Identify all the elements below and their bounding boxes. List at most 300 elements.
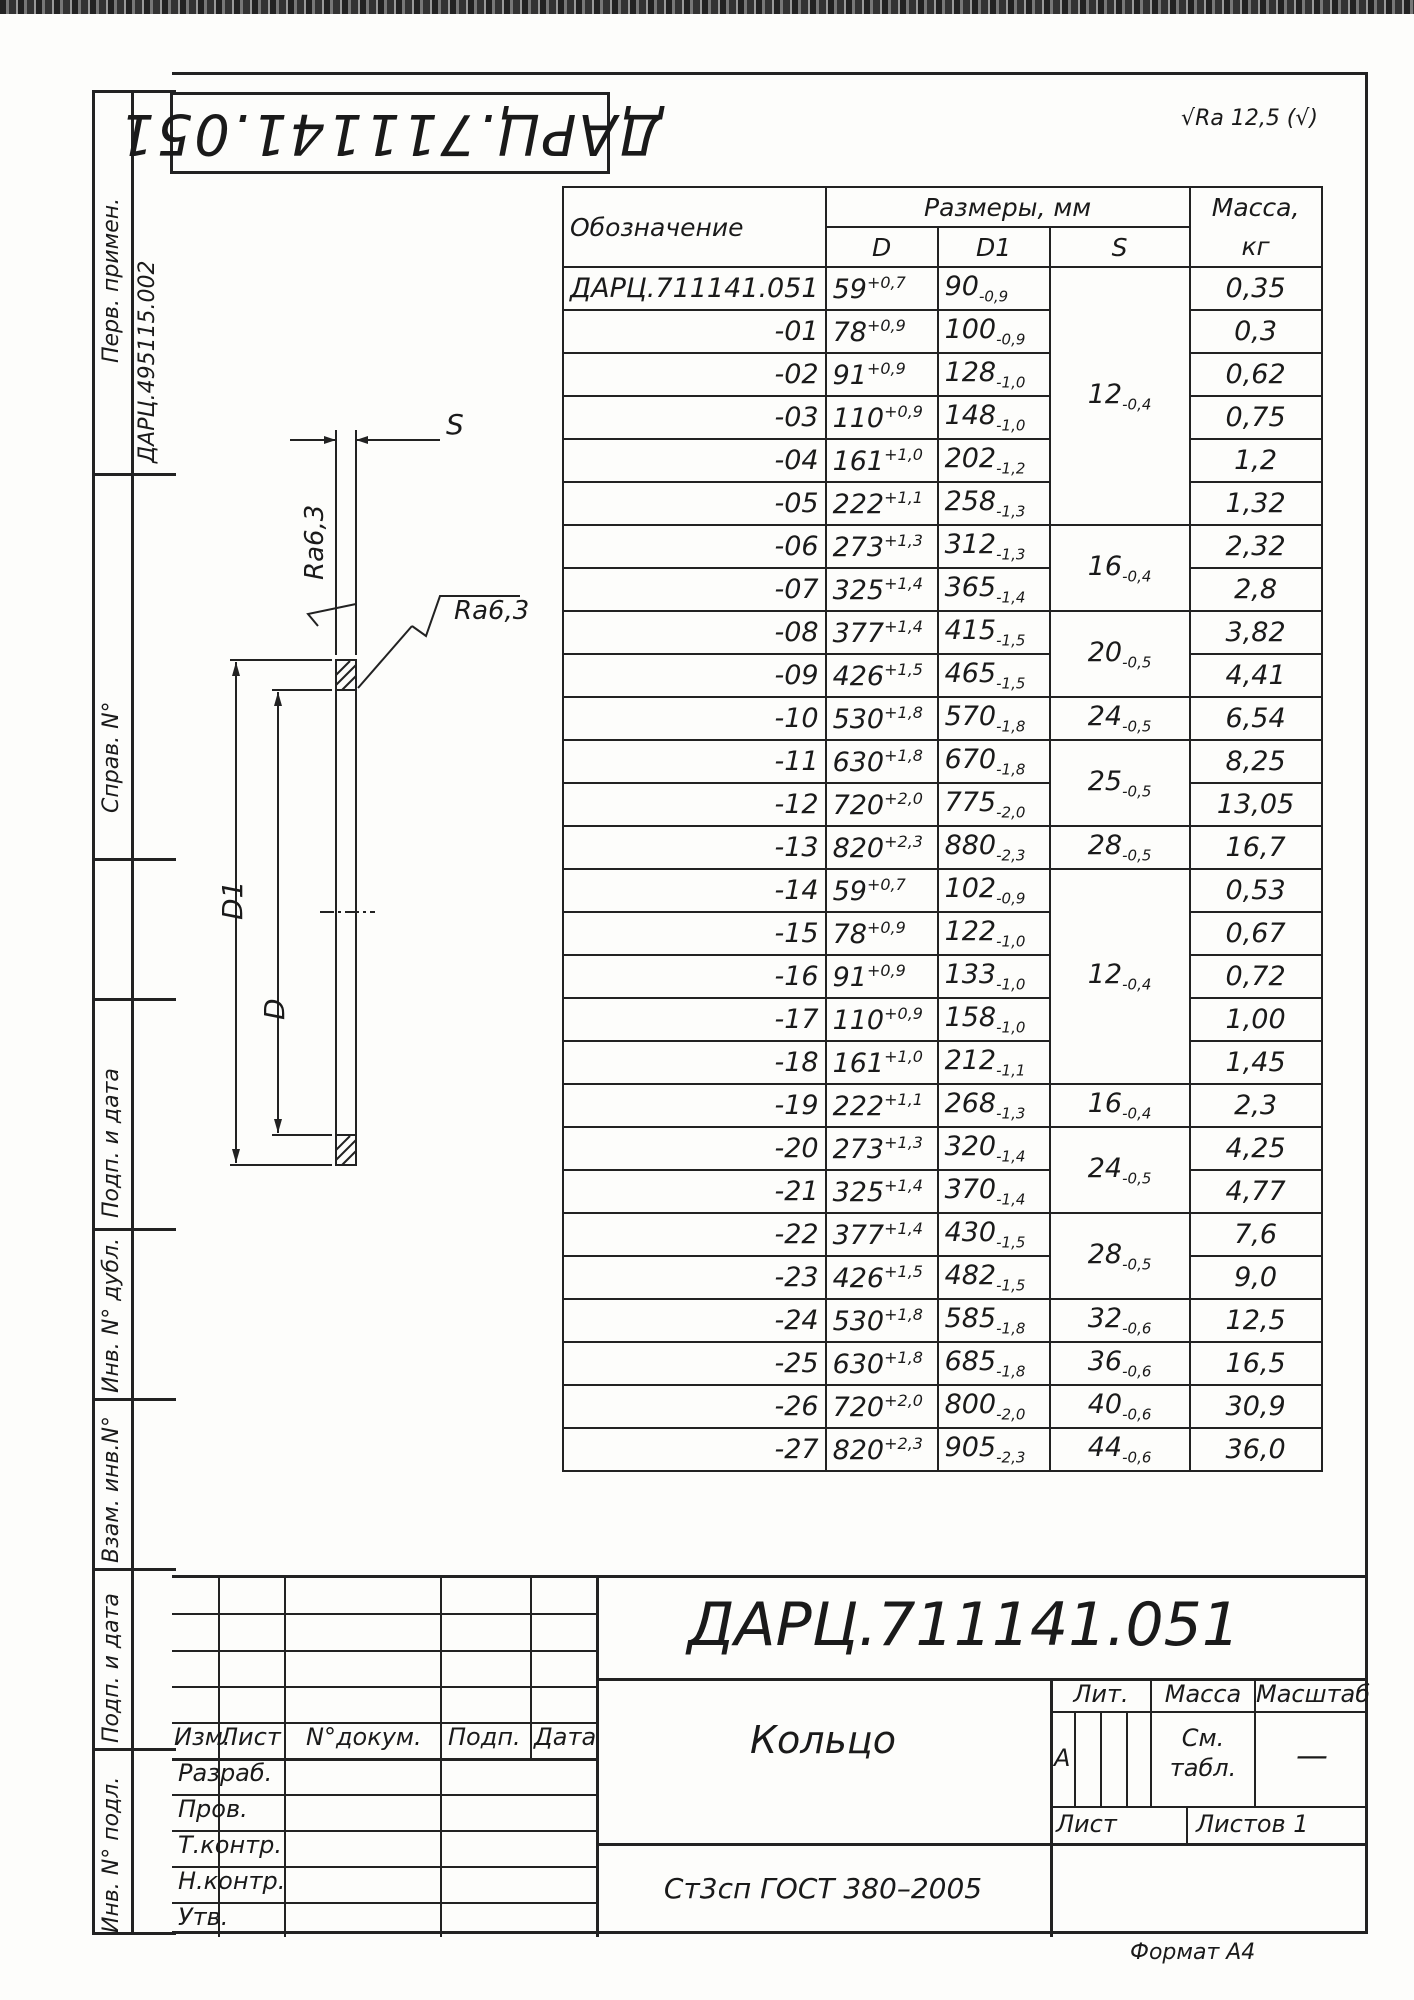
d1-value: 685 xyxy=(944,1346,997,1378)
d1-value: 268 xyxy=(944,1088,997,1120)
s-value: 40 xyxy=(1087,1389,1123,1421)
s-cell xyxy=(1050,740,1190,826)
mass-cell: 1,00 xyxy=(1190,998,1322,1041)
dimension-d1-label: D1 xyxy=(216,880,249,920)
d1-value: 212 xyxy=(944,1045,997,1077)
dimension-d-label: D xyxy=(258,998,291,1020)
d-tolerance: +1,4 xyxy=(884,616,923,636)
sheet-label: Лист xyxy=(1056,1810,1117,1838)
d-tolerance: +1,0 xyxy=(884,444,923,464)
designation-cell: -14 xyxy=(563,869,826,912)
mass-cell: 2,32 xyxy=(1190,525,1322,568)
table-row xyxy=(563,912,1322,955)
s-tolerance: -0,6 xyxy=(1122,1319,1152,1338)
d-tolerance: +0,9 xyxy=(884,401,923,421)
designation-cell: -26 xyxy=(563,1385,826,1428)
s-cell xyxy=(1050,1385,1190,1428)
table-row xyxy=(563,826,1322,869)
d-value: 91 xyxy=(832,359,867,391)
d-value: 78 xyxy=(832,316,867,348)
d-cell xyxy=(826,1213,938,1256)
designation-cell: -07 xyxy=(563,568,826,611)
mass-cell: 1,32 xyxy=(1190,482,1322,525)
s-tolerance: -0,4 xyxy=(1122,395,1152,414)
designation-cell: -20 xyxy=(563,1127,826,1170)
d1-value: 365 xyxy=(944,572,997,604)
d1-tolerance: -1,4 xyxy=(996,1190,1026,1209)
d1-value: 133 xyxy=(944,959,997,991)
header-d: D xyxy=(826,227,938,267)
d-tolerance: +1,4 xyxy=(884,573,923,593)
s-tolerance: -0,5 xyxy=(1122,1255,1152,1274)
d-tolerance: +1,8 xyxy=(884,1304,923,1324)
d-cell xyxy=(826,310,938,353)
mass-cell: 0,53 xyxy=(1190,869,1322,912)
designation-cell: -04 xyxy=(563,439,826,482)
table-row xyxy=(563,697,1322,740)
d1-cell xyxy=(938,1256,1050,1299)
designation-cell: -22 xyxy=(563,1213,826,1256)
inv-dup-label: Инв. N° дубл. xyxy=(99,1237,124,1393)
format-label: Формат А4 xyxy=(1130,1940,1256,1965)
d1-tolerance: -1,0 xyxy=(996,975,1026,994)
strip-line xyxy=(95,1748,176,1751)
doc-number: ДАРЦ.711141.051 xyxy=(687,1590,1240,1660)
s-tolerance: -0,5 xyxy=(1122,782,1152,801)
table-row xyxy=(563,1213,1322,1256)
header-sizes: Размеры, мм xyxy=(826,187,1190,227)
d-cell xyxy=(826,654,938,697)
d1-tolerance: -1,4 xyxy=(996,1147,1026,1166)
d1-tolerance: -1,2 xyxy=(996,459,1026,478)
designation-cell: -10 xyxy=(563,697,826,740)
s-cell xyxy=(1050,611,1190,697)
mass-cell: 30,9 xyxy=(1190,1385,1322,1428)
scale-label: Масштаб xyxy=(1256,1680,1371,1708)
col-sign: Подп. xyxy=(448,1723,521,1751)
d-cell xyxy=(826,396,938,439)
replace-inv-label: Взам. инв.N° xyxy=(99,1416,124,1563)
nkontr-label: Н.контр. xyxy=(178,1867,286,1895)
s-tolerance: -0,5 xyxy=(1122,846,1152,865)
dimension-s-label: S xyxy=(446,408,464,441)
s-value: 16 xyxy=(1087,550,1123,582)
table-row xyxy=(563,1041,1322,1084)
d-tolerance: +2,0 xyxy=(884,788,923,808)
d1-value: 158 xyxy=(944,1002,997,1034)
d1-cell xyxy=(938,482,1050,525)
d-cell xyxy=(826,1299,938,1342)
d-value: 820 xyxy=(832,1434,885,1466)
first-use-value: ДАРЦ.495115.002 xyxy=(135,260,160,463)
d-tolerance: +1,4 xyxy=(884,1218,923,1238)
s-cell xyxy=(1050,1084,1190,1127)
d1-cell xyxy=(938,1041,1050,1084)
table-row xyxy=(563,1084,1322,1127)
d1-cell xyxy=(938,1385,1050,1428)
designation-cell: -05 xyxy=(563,482,826,525)
tkontr-label: Т.контр. xyxy=(178,1831,283,1859)
d-cell xyxy=(826,697,938,740)
strip-line xyxy=(95,1228,176,1231)
scan-artifact-top xyxy=(0,0,1414,14)
d1-tolerance: -1,3 xyxy=(996,545,1026,564)
d1-value: 415 xyxy=(944,615,997,647)
ring-sizes-table xyxy=(562,186,1323,1472)
mass-cell: 7,6 xyxy=(1190,1213,1322,1256)
sign-date-label-2: Подп. и дата xyxy=(99,1593,124,1743)
header-designation: Обозначение xyxy=(563,187,826,267)
d-tolerance: +1,1 xyxy=(884,1089,923,1109)
d-cell xyxy=(826,826,938,869)
mass-cell: 4,41 xyxy=(1190,654,1322,697)
d-cell xyxy=(826,353,938,396)
mass-cell: 36,0 xyxy=(1190,1428,1322,1471)
roughness-leader-label: Ra6,3 xyxy=(454,596,530,626)
d1-cell xyxy=(938,1428,1050,1471)
d1-tolerance: -1,8 xyxy=(996,1362,1026,1381)
col-doc: N°докум. xyxy=(306,1723,422,1751)
s-value: 36 xyxy=(1087,1346,1123,1378)
mass-ref-1: См. xyxy=(1181,1724,1225,1752)
designation-cell: -23 xyxy=(563,1256,826,1299)
d1-value: 122 xyxy=(944,916,997,948)
mass-cell: 0,35 xyxy=(1190,267,1322,310)
first-use-label: Перв. примен. xyxy=(99,197,124,363)
d-tolerance: +1,8 xyxy=(884,1347,923,1367)
d-tolerance: +0,9 xyxy=(866,358,906,378)
table-row xyxy=(563,396,1322,439)
sign-date-label: Подп. и дата xyxy=(99,1068,124,1218)
d-value: 59 xyxy=(832,273,867,305)
designation-cell: -21 xyxy=(563,1170,826,1213)
d1-value: 128 xyxy=(944,357,997,389)
d-cell xyxy=(826,998,938,1041)
d-tolerance: +1,8 xyxy=(884,745,923,765)
d1-value: 100 xyxy=(944,314,997,346)
d1-cell xyxy=(938,654,1050,697)
designation-cell: -13 xyxy=(563,826,826,869)
d-value: 110 xyxy=(832,402,885,434)
d-tolerance: +0,7 xyxy=(866,874,906,894)
utv-label: Утв. xyxy=(178,1903,229,1931)
mass-cell: 3,82 xyxy=(1190,611,1322,654)
d1-value: 800 xyxy=(944,1389,997,1421)
table-row xyxy=(563,1256,1322,1299)
table-row xyxy=(563,783,1322,826)
designation-cell: -16 xyxy=(563,955,826,998)
d1-tolerance: -1,3 xyxy=(996,502,1026,521)
part-name: Кольцо xyxy=(749,1718,897,1762)
d1-tolerance: -1,5 xyxy=(996,1276,1026,1295)
table-row xyxy=(563,267,1322,310)
s-tolerance: -0,5 xyxy=(1122,1169,1152,1188)
designation-cell: -27 xyxy=(563,1428,826,1471)
d-tolerance: +1,4 xyxy=(884,1175,923,1195)
d1-cell xyxy=(938,568,1050,611)
table-row xyxy=(563,1127,1322,1170)
razrab-label: Разраб. xyxy=(178,1759,273,1787)
mass-cell: 1,45 xyxy=(1190,1041,1322,1084)
table-row xyxy=(563,525,1322,568)
table-row xyxy=(563,1428,1322,1471)
inv-orig-label: Инв. N° подл. xyxy=(99,1776,124,1933)
s-value: 24 xyxy=(1087,1152,1123,1184)
s-tolerance: -0,4 xyxy=(1122,975,1152,994)
mass-cell: 12,5 xyxy=(1190,1299,1322,1342)
d-tolerance: +1,1 xyxy=(884,487,923,507)
d1-cell xyxy=(938,439,1050,482)
s-cell xyxy=(1050,869,1190,1084)
table-row xyxy=(563,439,1322,482)
d1-cell xyxy=(938,998,1050,1041)
mass-cell: 1,2 xyxy=(1190,439,1322,482)
d1-cell xyxy=(938,783,1050,826)
s-cell xyxy=(1050,826,1190,869)
d-value: 161 xyxy=(832,1047,885,1079)
d-value: 273 xyxy=(832,1133,885,1165)
d1-value: 258 xyxy=(944,486,997,518)
lit-value: А xyxy=(1054,1744,1071,1772)
table-row xyxy=(563,998,1322,1041)
header-s: S xyxy=(1050,227,1190,267)
table-row xyxy=(563,1170,1322,1213)
sheets-label: Листов 1 xyxy=(1196,1810,1309,1838)
designation-cell: ДАРЦ.711141.051 xyxy=(563,267,826,310)
d-value: 222 xyxy=(832,1090,885,1122)
d1-tolerance: -1,0 xyxy=(996,1018,1026,1037)
title-block xyxy=(172,1575,1371,1937)
d-value: 630 xyxy=(832,1348,885,1380)
d-cell xyxy=(826,1256,938,1299)
d-value: 820 xyxy=(832,832,885,864)
mass-cell: 0,67 xyxy=(1190,912,1322,955)
designation-cell: -06 xyxy=(563,525,826,568)
d1-tolerance: -1,0 xyxy=(996,416,1026,435)
d1-cell xyxy=(938,1299,1050,1342)
s-cell xyxy=(1050,1213,1190,1299)
table-row xyxy=(563,482,1322,525)
d-tolerance: +1,3 xyxy=(884,530,923,550)
d-cell xyxy=(826,869,938,912)
designation-cell: -12 xyxy=(563,783,826,826)
d1-value: 670 xyxy=(944,744,997,776)
table-row xyxy=(563,869,1322,912)
d1-tolerance: -0,9 xyxy=(978,287,1009,306)
d-cell xyxy=(826,1084,938,1127)
d-value: 530 xyxy=(832,1305,885,1337)
d1-tolerance: -2,0 xyxy=(996,1405,1026,1424)
general-roughness: √Ra 12,5 (√) xyxy=(1181,106,1318,131)
mass-cell: 6,54 xyxy=(1190,697,1322,740)
d-value: 377 xyxy=(832,1219,885,1251)
d1-cell xyxy=(938,1342,1050,1385)
s-value: 28 xyxy=(1087,830,1123,862)
d-cell xyxy=(826,955,938,998)
designation-cell: -09 xyxy=(563,654,826,697)
mass-cell: 16,5 xyxy=(1190,1342,1322,1385)
s-value: 20 xyxy=(1087,636,1123,668)
d1-cell xyxy=(938,1084,1050,1127)
s-value: 44 xyxy=(1087,1432,1123,1464)
table-row xyxy=(563,740,1322,783)
designation-cell: -24 xyxy=(563,1299,826,1342)
d-value: 110 xyxy=(832,1004,885,1036)
designation-cell: -18 xyxy=(563,1041,826,1084)
s-tolerance: -0,6 xyxy=(1122,1362,1152,1381)
d1-value: 905 xyxy=(944,1432,997,1464)
d-tolerance: +1,5 xyxy=(884,659,923,679)
prov-label: Пров. xyxy=(178,1795,248,1823)
designation-cell: -01 xyxy=(563,310,826,353)
d-tolerance: +0,7 xyxy=(866,272,906,292)
d1-cell xyxy=(938,1213,1050,1256)
d-value: 59 xyxy=(832,875,867,907)
mass-cell: 4,77 xyxy=(1190,1170,1322,1213)
designation-cell: -03 xyxy=(563,396,826,439)
d1-value: 312 xyxy=(944,529,997,561)
s-cell xyxy=(1050,1342,1190,1385)
material: Ст3сп ГОСТ 380–2005 xyxy=(663,1872,983,1905)
table-row xyxy=(563,353,1322,396)
table-row xyxy=(563,1299,1322,1342)
s-cell xyxy=(1050,1428,1190,1471)
s-value: 28 xyxy=(1087,1238,1123,1270)
table-row xyxy=(563,1385,1322,1428)
rotated-doc-number: ДАРЦ.711141.051 xyxy=(117,100,663,166)
d1-tolerance: -1,1 xyxy=(996,1061,1026,1080)
d1-cell xyxy=(938,353,1050,396)
d1-value: 880 xyxy=(944,830,997,862)
s-tolerance: -0,5 xyxy=(1122,717,1152,736)
d-tolerance: +2,3 xyxy=(884,1433,923,1453)
d1-value: 202 xyxy=(944,443,997,475)
table-row xyxy=(563,955,1322,998)
s-value: 25 xyxy=(1087,765,1123,797)
s-value: 12 xyxy=(1087,959,1123,991)
d1-value: 482 xyxy=(944,1260,997,1292)
d-cell xyxy=(826,912,938,955)
s-tolerance: -0,6 xyxy=(1122,1448,1152,1467)
designation-cell: -08 xyxy=(563,611,826,654)
strip-line xyxy=(95,473,176,476)
d-tolerance: +0,9 xyxy=(884,1003,923,1023)
d1-value: 320 xyxy=(944,1131,997,1163)
col-date: Дата xyxy=(534,1723,597,1751)
strip-line xyxy=(95,998,176,1001)
binding-strip xyxy=(92,90,176,1935)
d1-cell xyxy=(938,310,1050,353)
d1-cell xyxy=(938,826,1050,869)
ref-no-label: Справ. N° xyxy=(99,701,124,813)
ring-section-drawing xyxy=(200,400,560,1200)
designation-cell: -02 xyxy=(563,353,826,396)
d1-tolerance: -1,3 xyxy=(996,1104,1026,1123)
d1-value: 90 xyxy=(944,271,979,303)
d-tolerance: +0,9 xyxy=(866,960,906,980)
d-cell xyxy=(826,525,938,568)
mass-cell: 0,75 xyxy=(1190,396,1322,439)
designation-cell: -17 xyxy=(563,998,826,1041)
d-cell xyxy=(826,482,938,525)
d-cell xyxy=(826,611,938,654)
table-row xyxy=(563,611,1322,654)
mass-cell: 2,8 xyxy=(1190,568,1322,611)
d-tolerance: +2,0 xyxy=(884,1390,923,1410)
d1-tolerance: -0,9 xyxy=(996,330,1026,349)
mass-cell: 13,05 xyxy=(1190,783,1322,826)
d1-cell xyxy=(938,955,1050,998)
d-tolerance: +1,5 xyxy=(884,1261,923,1281)
d1-tolerance: -1,5 xyxy=(996,1233,1026,1252)
d-value: 720 xyxy=(832,1391,885,1423)
roughness-vertical-label: Ra6,3 xyxy=(300,504,330,580)
d1-cell xyxy=(938,267,1050,310)
mass-cell: 0,72 xyxy=(1190,955,1322,998)
col-list: Лист xyxy=(220,1723,281,1751)
d-cell xyxy=(826,1170,938,1213)
d1-value: 102 xyxy=(944,873,997,905)
mass-cell: 2,3 xyxy=(1190,1084,1322,1127)
d-value: 91 xyxy=(832,961,867,993)
d1-cell xyxy=(938,1127,1050,1170)
d1-value: 775 xyxy=(944,787,997,819)
designation-cell: -19 xyxy=(563,1084,826,1127)
d-value: 530 xyxy=(832,703,885,735)
s-value: 12 xyxy=(1087,378,1123,410)
mass-ref-2: табл. xyxy=(1169,1754,1237,1782)
strip-line xyxy=(95,1398,176,1401)
s-value: 32 xyxy=(1087,1303,1123,1335)
d1-tolerance: -0,9 xyxy=(996,889,1026,908)
d1-cell xyxy=(938,697,1050,740)
header-d1: D1 xyxy=(938,227,1050,267)
strip-divider xyxy=(131,93,134,1932)
d-value: 325 xyxy=(832,1176,885,1208)
d-value: 222 xyxy=(832,488,885,520)
d-tolerance: +2,3 xyxy=(884,831,923,851)
mass-cell: 16,7 xyxy=(1190,826,1322,869)
d1-tolerance: -1,0 xyxy=(996,932,1026,951)
mass-cell: 0,3 xyxy=(1190,310,1322,353)
s-cell xyxy=(1050,267,1190,525)
d-cell xyxy=(826,1385,938,1428)
d1-cell xyxy=(938,740,1050,783)
col-izm: Изм. xyxy=(174,1723,231,1751)
table-row xyxy=(563,654,1322,697)
d1-cell xyxy=(938,1170,1050,1213)
d-cell xyxy=(826,439,938,482)
rotated-doc-stamp xyxy=(117,92,663,174)
d-tolerance: +1,3 xyxy=(884,1132,923,1152)
massa-label: Масса xyxy=(1164,1680,1242,1708)
d-value: 426 xyxy=(832,1262,885,1294)
mass-cell: 4,25 xyxy=(1190,1127,1322,1170)
d-value: 630 xyxy=(832,746,885,778)
s-tolerance: -0,6 xyxy=(1122,1405,1152,1424)
d1-value: 430 xyxy=(944,1217,997,1249)
scale-value: — xyxy=(1296,1736,1328,1774)
s-tolerance: -0,4 xyxy=(1122,1104,1152,1123)
d1-cell xyxy=(938,611,1050,654)
designation-cell: -11 xyxy=(563,740,826,783)
d1-value: 148 xyxy=(944,400,997,432)
table-row xyxy=(563,1342,1322,1385)
d-cell xyxy=(826,1342,938,1385)
mass-cell: 9,0 xyxy=(1190,1256,1322,1299)
designation-cell: -15 xyxy=(563,912,826,955)
d1-cell xyxy=(938,869,1050,912)
